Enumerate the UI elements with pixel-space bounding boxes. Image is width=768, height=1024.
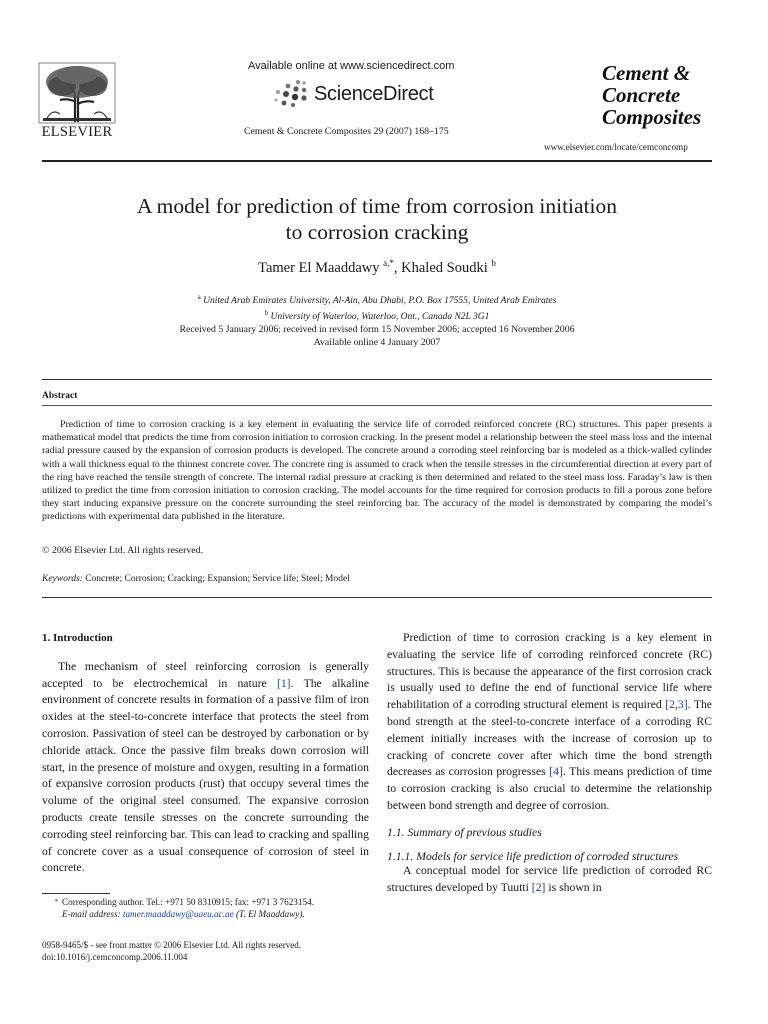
footnote-contact	[42, 896, 372, 908]
affiliation-a	[42, 291, 712, 307]
received-dates: Received 5 January 2006; received in revised form 15 November 2006; accepted 16 November 2006	[179, 324, 575, 335]
header-rule	[42, 160, 712, 162]
text: A conceptual model for service life prediction of corroded RC structures developed by Tuutti	[387, 864, 712, 894]
footnote-email-line	[42, 908, 372, 920]
keywords	[42, 574, 350, 584]
text: The mechanism of steel reinforcing corrosion is generally accepted to be electrochemical in nature	[42, 659, 369, 690]
author-affiliation-link[interactable]: b	[491, 258, 496, 268]
text: Prediction of time to corrosion cracking is a key element in evaluating the service life of corroding reinforced concrete (RC) structures. This is because the appearance of the first corrosion crack is usually used to define the end of functional service life where rehabilitation of a corroding structural element is required	[387, 631, 712, 712]
author-list	[42, 258, 712, 277]
title-line: A model for prediction of time from corrosion initiation	[136, 194, 618, 218]
available-date: Available online 4 January 2007	[313, 336, 441, 348]
citation-link[interactable]: [4]	[549, 765, 563, 779]
affiliation-mark: a	[197, 293, 201, 301]
author-affiliation-link[interactable]: a,*	[383, 258, 394, 268]
article-title	[42, 193, 712, 245]
elsevier-logo	[38, 62, 116, 141]
left-column	[42, 630, 369, 877]
paragraph	[42, 659, 369, 877]
sciencedirect-logo	[268, 78, 468, 108]
paragraph	[387, 630, 712, 815]
keywords-list: Concrete; Corrosion; Cracking; Expansion; Service life; Steel; Model	[85, 574, 350, 584]
elsevier-tree-icon	[38, 62, 116, 124]
journal-name-line: Composites	[602, 105, 702, 129]
affiliation-text: University of Waterloo, Waterloo, Ont., Canada N2L 3G1	[270, 312, 490, 323]
text: . This means prediction of time to corrosion cracking is also crucial to determine the relationship between bond strength and degree of corrosion.	[387, 765, 712, 812]
citation-link[interactable]: [2,3]	[665, 698, 688, 712]
affiliation-b	[42, 307, 712, 323]
journal-reference: Cement & Concrete Composites 29 (2007) 168–175	[244, 126, 449, 137]
author-name: Tamer El Maaddawy	[258, 259, 380, 276]
citation-link[interactable]: [2]	[531, 880, 546, 894]
citation-link[interactable]: [1]	[276, 676, 291, 690]
section-rule	[42, 405, 712, 406]
subsubsection-heading: 1.1.1. Models for service life prediction of corroded structures	[387, 849, 679, 863]
abstract-body	[42, 418, 712, 524]
abstract-copyright: © 2006 Elsevier Ltd. All rights reserved.	[42, 545, 204, 556]
title-line: to corrosion cracking	[285, 220, 469, 244]
footnote-mark: *	[54, 898, 58, 906]
author-separator: ,	[393, 259, 402, 276]
publisher-name: ELSEVIER	[41, 124, 113, 140]
footnote-text: Corresponding author. Tel.: +971 50 8310915; fax: +971 3 7623154.	[62, 897, 314, 907]
affiliation-text: United Arab Emirates University, Al-Ain, Abu Dhabi, P.O. Box 17555, United Arab Emirates	[203, 296, 557, 307]
subsection-heading: 1.1. Summary of previous studies	[387, 825, 542, 839]
right-column	[387, 630, 712, 897]
footnote	[42, 896, 372, 920]
journal-name-line: Concrete	[602, 83, 681, 107]
section-rule	[42, 379, 712, 380]
section-rule	[42, 597, 712, 598]
text: . The bond strength at the steel-to-concrete interface of a corroding RC element initially increases with the increase of corrosion up to cracking of concrete cover after which time the bond strength decreases as corrosion progresses	[387, 698, 712, 779]
abstract-heading: Abstract	[42, 391, 78, 401]
footnote-rule	[42, 893, 110, 894]
doi-link[interactable]: doi:10.1016/j.cemconcomp.2006.11.004	[42, 952, 188, 962]
text: . The alkaline environment of concrete results in formation of a passive film of iron oxides at the steel-to-concrete interface that protects the steel from corrosion. Passivation of steel can be destroyed by carbonation or by chloride attack. Once the passive film breaks down corrosion will start, in the presence of moisture and oxygen, resulting in a formation of expansive corrosion products (rust) that occupy several times the volume of the original steel consumed. The expansive corrosion products create tensile stresses on the concrete surrounding the corroding steel reinforcing bar. This can lead to cracking and spalling of concrete cover as a usual consequence of corrosion of steel in concrete.	[42, 676, 370, 875]
section-heading: 1. Introduction	[42, 632, 113, 644]
article-dates	[42, 324, 712, 349]
bottom-info	[42, 939, 301, 963]
available-online-text: Available online at www.sciencedirect.com	[248, 60, 455, 72]
affiliation-mark: b	[264, 309, 269, 318]
journal-name-line: Cement &	[602, 61, 691, 85]
sciencedirect-wordmark: ScienceDirect	[314, 83, 434, 105]
paragraph	[387, 863, 712, 897]
journal-url-link[interactable]: www.elsevier.com/locate/cemconcomp	[544, 142, 688, 152]
author-name: Khaled Soudki	[401, 259, 488, 276]
issn-line: 0958-9465/$ - see front matter © 2006 Elsevier Ltd. All rights reserved.	[42, 940, 302, 950]
sciencedirect-dots-icon	[268, 78, 312, 108]
keywords-label: Keywords:	[42, 574, 83, 584]
email-owner: (T. El Maaddawy).	[233, 909, 305, 919]
journal-name	[602, 62, 701, 128]
abstract-text: Prediction of time to corrosion cracking is a key element in evaluating the service life of corroded reinforced concrete (RC) structures. This paper presents a mathematical model that predicts the time from corrosion initiation to corrosion cracking. In the present model a relationship between the steel mass loss and the internal radial pressure caused by the expansion of corrosion products is developed. The concrete around a corroding steel reinforcing bar is modeled as a thick-walled cylinder with a wall thickness equal to the thinnest concrete cover. The concrete ring is assumed to crack when the tensile stresses in the circumferential direction at every part of the ring have reached the tensile strength of concrete. The internal radial pressure at cracking is then determined and related to the steel mass loss. Faraday’s law is then utilized to predict the time from corrosion initiation to corrosion cracking. The model accounts for the time required for corrosion products to fill a porous zone before they start inducing expansive pressure on the concrete surrounding the steel reinforcing bar. The accuracy of the model is demonstrated by comparing the model’s predictions with experimental data published in the literature.	[42, 419, 712, 523]
email-label: E-mail address:	[62, 909, 121, 919]
affiliations	[42, 291, 712, 323]
text: is shown in	[545, 880, 602, 894]
email-link[interactable]: tamer.maaddawy@uaeu.ac.ae	[122, 909, 234, 919]
